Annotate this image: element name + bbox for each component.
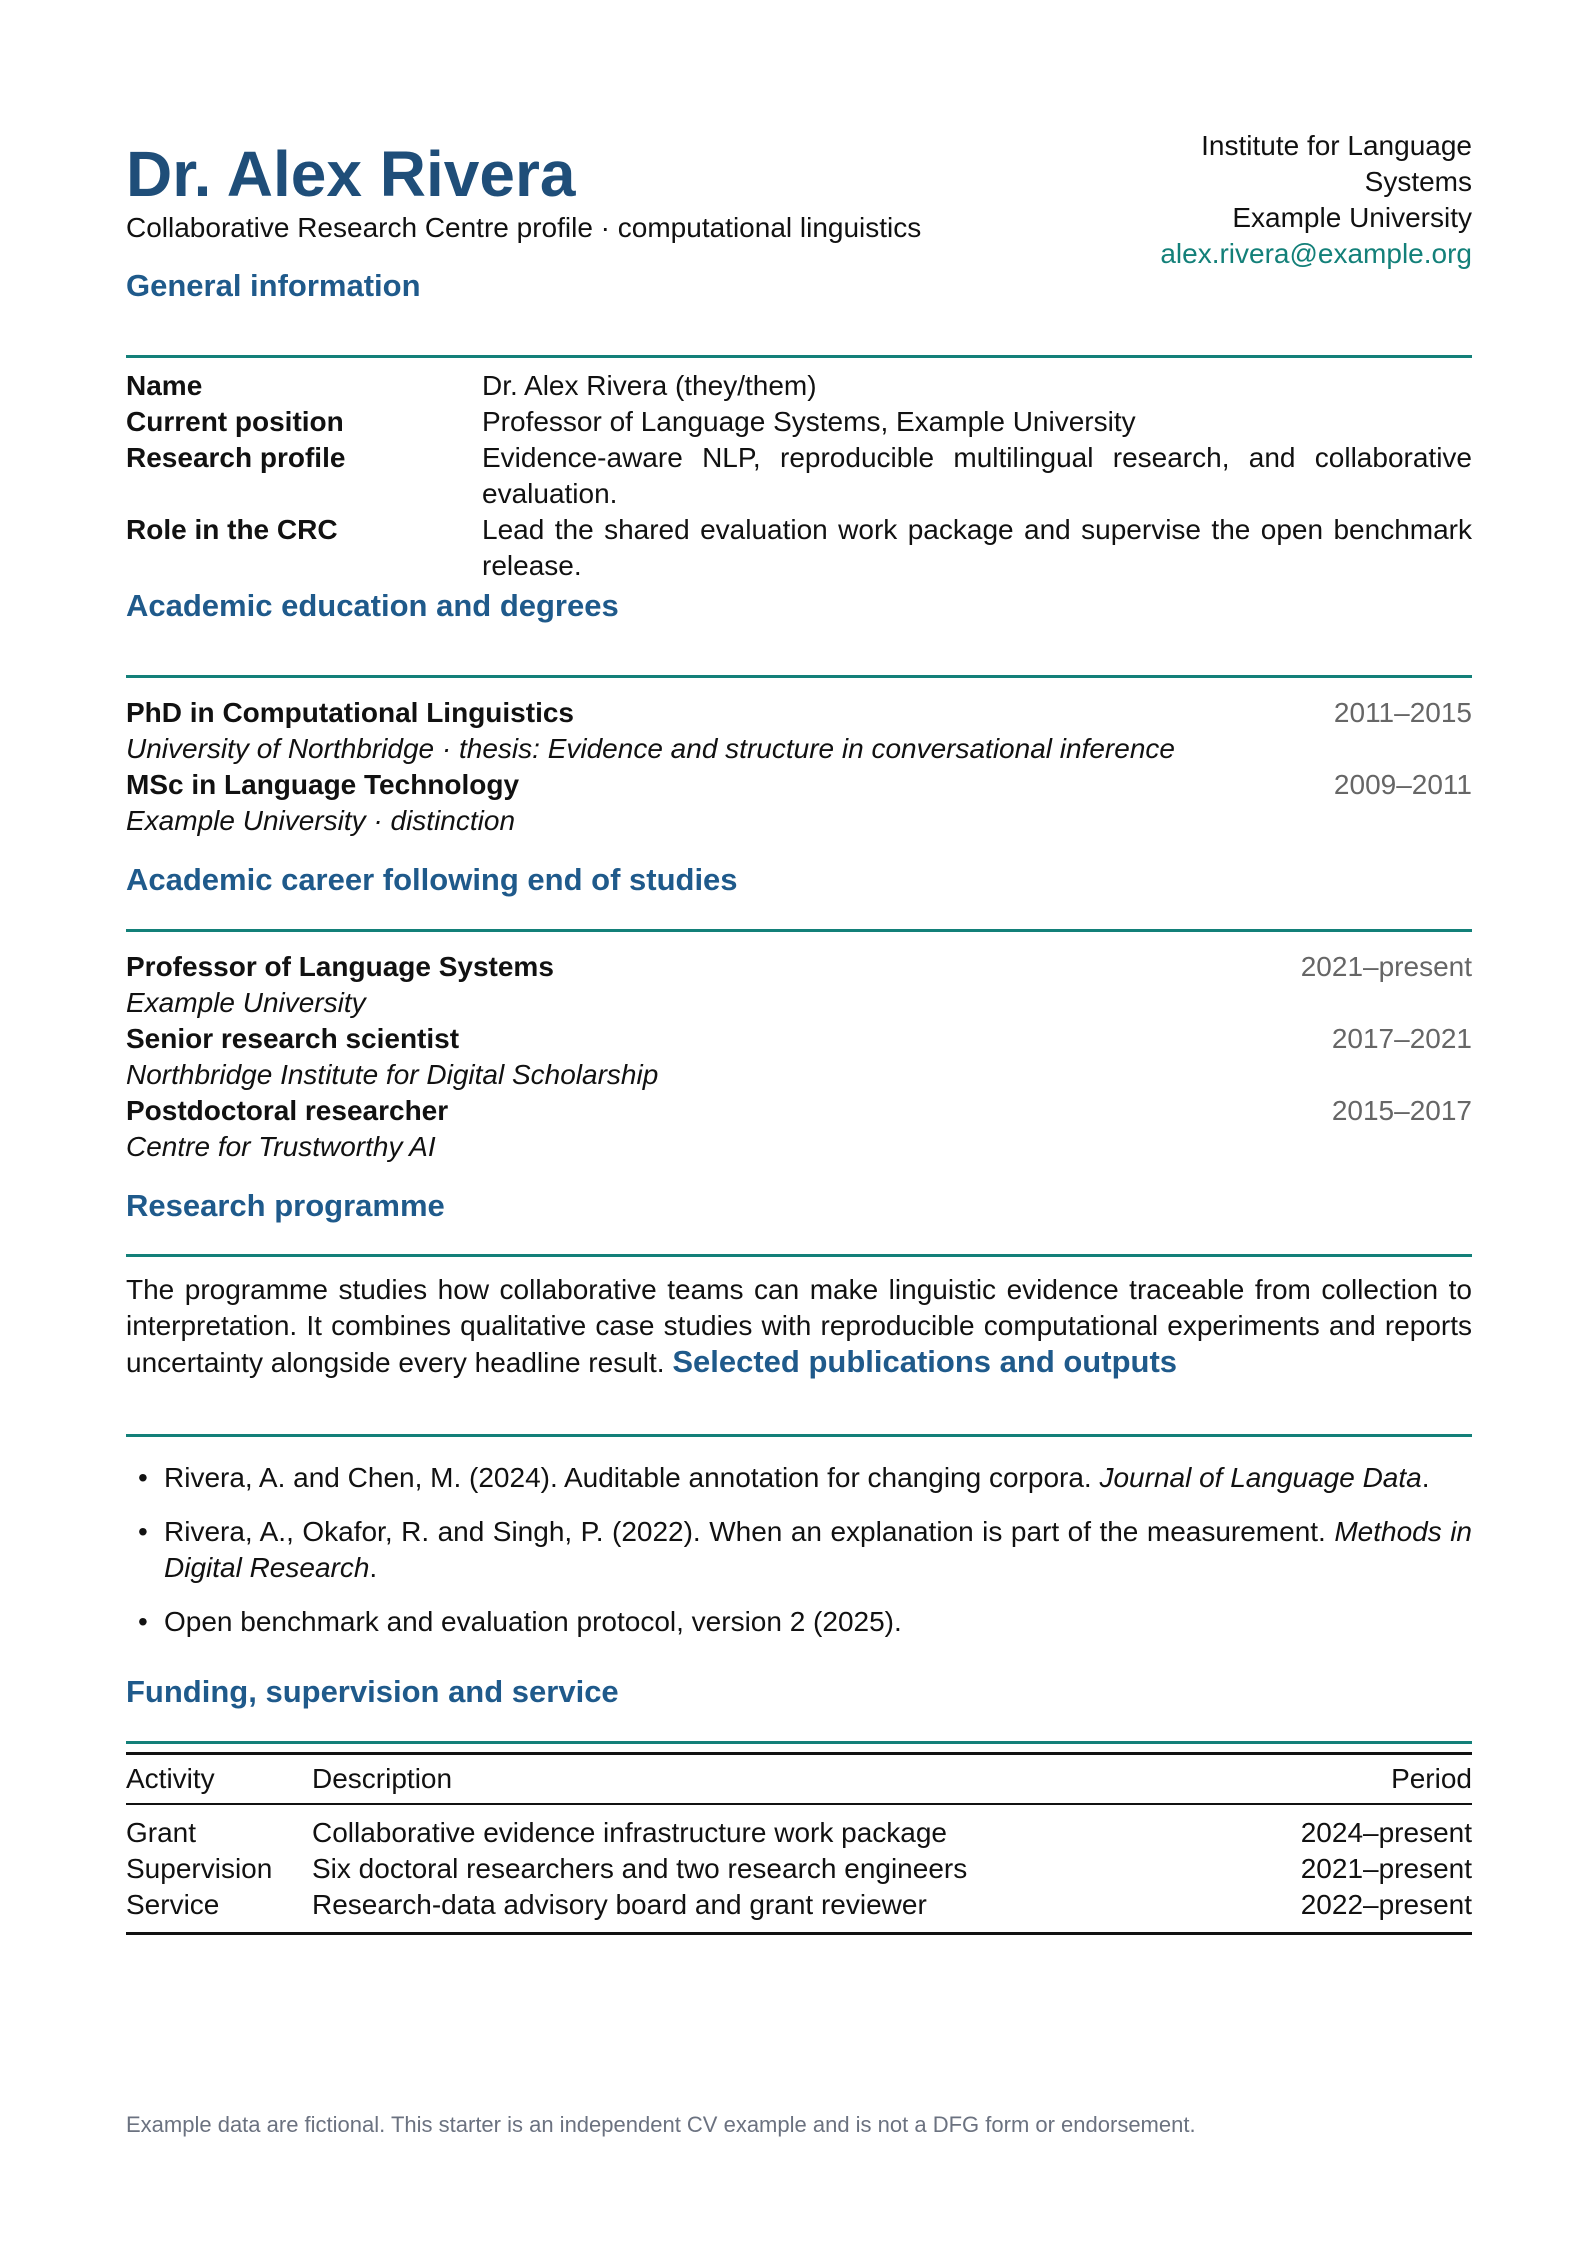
entry-detail: Northbridge Institute for Digital Scholarship <box>126 1059 659 1090</box>
column-header-activity: Activity <box>126 1763 215 1794</box>
entry-detail: Example University <box>126 987 366 1018</box>
section-rule <box>126 355 1472 358</box>
person-name: Dr. Alex Rivera <box>126 138 576 210</box>
entry-title: MSc in Language Technology <box>126 769 520 800</box>
publication-citation: Rivera, A. and Chen, M. (2024). Auditable annotation for changing corpora. <box>164 1462 1100 1493</box>
publication-list <box>126 1460 1472 1658</box>
career-entry <box>126 1093 1472 1165</box>
general-info-list <box>126 368 1472 584</box>
info-value: Dr. Alex Rivera (they/them) <box>482 370 817 401</box>
affiliation-line: Systems <box>1364 166 1472 197</box>
affiliation-line: Example University <box>1232 202 1472 233</box>
career-list <box>126 949 1472 1165</box>
table-row <box>126 1851 1472 1887</box>
column-header-period: Period <box>1391 1763 1472 1794</box>
entry-period: 2021–present <box>1300 951 1472 982</box>
email-link[interactable]: alex.rivera@example.org <box>1160 238 1472 269</box>
table-bottom-rule <box>126 1932 1472 1935</box>
info-label: Current position <box>126 406 344 437</box>
section-heading-funding: Funding, supervision and service <box>126 1674 619 1709</box>
education-entry <box>126 695 1472 767</box>
cell-description: Research-data advisory board and grant reviewer <box>312 1889 927 1920</box>
cell-activity: Supervision <box>126 1853 273 1884</box>
info-value: Lead the shared evaluation work package and supervise the open benchmark release. <box>482 514 1472 581</box>
table-row <box>126 1887 1472 1929</box>
cell-activity: Grant <box>126 1817 197 1848</box>
funding-table <box>126 1752 1472 1929</box>
entry-title: Senior research scientist <box>126 1023 460 1054</box>
footer-note: Example data are fictional. This starter is an independent CV example and is not a DFG form or endorsement. <box>126 2112 1196 2137</box>
info-value: Professor of Language Systems, Example University <box>482 406 1136 437</box>
publication-item <box>126 1604 1472 1640</box>
info-row <box>126 404 1472 440</box>
section-heading-programme: Research programme <box>126 1188 445 1223</box>
column-header-description: Description <box>312 1763 453 1794</box>
section-rule <box>126 675 1472 678</box>
entry-title: PhD in Computational Linguistics <box>126 697 574 728</box>
info-label: Name <box>126 370 203 401</box>
cell-period: 2024–present <box>1300 1817 1472 1848</box>
cv-page <box>126 0 1472 2245</box>
publication-venue: Methods in Digital Research <box>164 1516 1472 1583</box>
publication-citation: Open benchmark and evaluation protocol, version 2 (2025). <box>164 1606 902 1637</box>
cell-period: 2021–present <box>1300 1853 1472 1884</box>
entry-detail: University of Northbridge · thesis: Evidence and structure in conversational inference <box>126 733 1175 764</box>
programme-text: The programme studies how collaborative teams can make linguistic evidence traceable from collection to interpretation. It combines qualitative case studies with reproducible computational experiments and reports uncertainty alongside every headline result. <box>126 1274 1472 1378</box>
section-rule <box>126 1254 1472 1257</box>
publication-item <box>126 1514 1472 1586</box>
affiliation-block <box>1160 128 1472 272</box>
entry-period: 2009–2011 <box>1333 769 1472 800</box>
table-row <box>126 1804 1472 1851</box>
entry-period: 2017–2021 <box>1331 1023 1472 1054</box>
profile-subtitle: Collaborative Research Centre profile · computational linguistics <box>126 212 922 243</box>
publication-citation: Rivera, A., Okafor, R. and Singh, P. (2022). When an explanation is part of the measurement. <box>164 1516 1335 1547</box>
entry-period: 2015–2017 <box>1331 1095 1472 1126</box>
info-row <box>126 512 1472 584</box>
section-heading-career: Academic career following end of studies <box>126 862 738 897</box>
section-heading-general: General information <box>126 268 421 303</box>
section-heading-education: Academic education and degrees <box>126 588 619 623</box>
programme-paragraph <box>126 1272 1472 1381</box>
career-entry <box>126 949 1472 1021</box>
education-list <box>126 695 1472 839</box>
section-rule <box>126 1434 1472 1437</box>
career-entry <box>126 1021 1472 1093</box>
entry-title: Postdoctoral researcher <box>126 1095 449 1126</box>
table-header-row <box>126 1754 1472 1805</box>
entry-period: 2011–2015 <box>1333 697 1472 728</box>
publication-suffix: . <box>1421 1462 1430 1493</box>
info-value: Evidence-aware NLP, reproducible multilingual research, and collaborative evaluation. <box>482 442 1472 509</box>
entry-detail: Centre for Trustworthy AI <box>126 1131 436 1162</box>
cell-period: 2022–present <box>1300 1889 1472 1920</box>
entry-detail: Example University · distinction <box>126 805 516 836</box>
cell-activity: Service <box>126 1889 220 1920</box>
section-rule <box>126 929 1472 932</box>
cell-description: Six doctoral researchers and two research engineers <box>312 1853 968 1884</box>
cell-description: Collaborative evidence infrastructure work package <box>312 1817 947 1848</box>
affiliation-line: Institute for Language <box>1201 130 1472 161</box>
info-label: Research profile <box>126 442 346 473</box>
info-row <box>126 440 1472 512</box>
education-entry <box>126 767 1472 839</box>
publication-venue: Journal of Language Data <box>1099 1462 1422 1493</box>
publication-suffix: . <box>369 1552 378 1583</box>
section-heading-publications: Selected publications and outputs <box>672 1344 1178 1379</box>
section-rule <box>126 1741 1472 1744</box>
info-label: Role in the CRC <box>126 514 338 545</box>
publication-item <box>126 1460 1472 1496</box>
entry-title: Professor of Language Systems <box>126 951 554 982</box>
info-row <box>126 368 1472 404</box>
